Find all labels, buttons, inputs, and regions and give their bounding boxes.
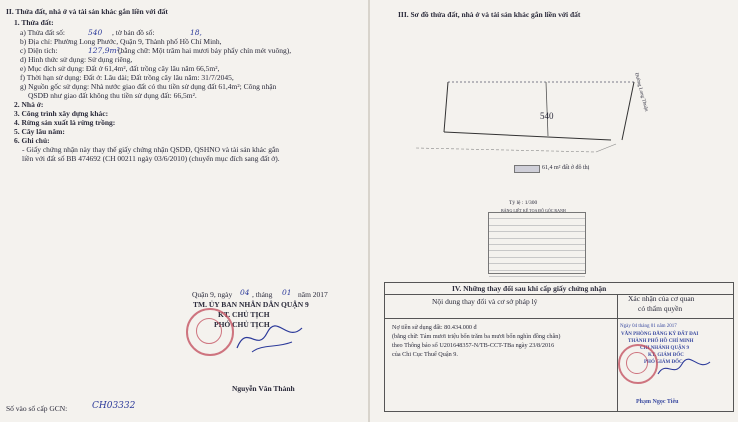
map-scale: Tỷ lệ : 1/300 <box>509 200 538 206</box>
issue-day: 04 <box>240 288 250 297</box>
section-ii-title: II. Thửa đất, nhà ở và tài sản khác gắn liền với đất <box>6 7 168 16</box>
official-seal-right <box>618 344 658 384</box>
vice-chairman: PHÓ CHỦ TỊCH <box>214 320 270 329</box>
changes-col-confirm-2: có thẩm quyền <box>638 304 683 313</box>
official-seal-left <box>186 308 234 356</box>
confirm-org-3: CHI NHÁNH QUẬN 9 <box>640 346 690 351</box>
area-value: 127,9m², <box>88 46 122 55</box>
confirm-org-1: VĂN PHÒNG ĐĂNG KÝ ĐẤT ĐAI <box>621 332 699 337</box>
area-label: c) Diện tích: <box>20 46 58 55</box>
other-works-heading: 3. Công trình xây dựng khác: <box>14 109 109 118</box>
debt-line-2: (bằng chữ: Tám mươi triệu bốn trăm ba mươi bốn nghìn đồng chẵn) <box>392 333 561 340</box>
confirm-vice-director: PHÓ GIÁM ĐỐC <box>644 360 683 365</box>
usage-purpose: e) Mục đích sử dụng: Đất ở 61,4m², đất trồng cây lâu năm 66,5m², <box>20 64 220 73</box>
usage-origin: g) Nguồn gốc sử dụng: Nhà nước giao đất có thu tiền sử dụng đất 61,4m²; Công nhận <box>20 82 277 91</box>
gcn-register-number: CH03332 <box>92 401 136 411</box>
usage-term: f) Thời hạn sử dụng: Đất ở: Lâu dài; Đất trồng cây lâu năm: 31/7/2045, <box>20 73 234 82</box>
note-line-2: liền với đất số BB 474692 (CH 00211 ngày 03/6/2010) (chuyển mục đích sang đất ở). <box>22 154 280 163</box>
map-sheet-value: 18, <box>190 28 202 37</box>
usage-origin-cont: QSDĐ như giao đất không thu tiền sử dụng đất: 66,5m². <box>28 91 197 100</box>
issuing-authority: TM. ỦY BAN NHÂN DÂN QUẬN 9 <box>193 300 309 309</box>
usage-form: d) Hình thức sử dụng: Sử dụng riêng, <box>20 55 133 64</box>
coord-table-title: BẢNG LIỆT KÊ TỌA ĐỘ GÓC RANH <box>501 208 566 213</box>
issue-month-label: , tháng <box>252 290 273 299</box>
notes-heading: 6. Ghi chú: <box>14 136 50 145</box>
parcel-no-value: 540 <box>88 28 103 37</box>
land-heading: 1. Thửa đất: <box>14 18 54 27</box>
confirm-kt: KT. GIÁM ĐỐC <box>648 353 684 358</box>
debt-line-3: theo Thông báo số U201648357-N/TB-CCT-TBa ngày 23/8/2016 <box>392 342 555 349</box>
debt-line-1: Nợ tiền sử dụng đất: 80.434.000 đ <box>392 324 477 331</box>
perennial-heading: 5. Cây lâu năm: <box>14 127 65 136</box>
issue-date-prefix: Quận 9, ngày <box>192 290 233 299</box>
confirm-signer: Phạm Ngọc Tiêu <box>636 399 679 405</box>
note-line-1: - Giấy chứng nhận này thay thế giấy chứng nhận QSDĐ, QSHNO và tài sản khác gắn <box>22 145 280 154</box>
confirm-org-2: THÀNH PHỐ HỒ CHÍ MINH <box>628 339 694 344</box>
house-heading: 2. Nhà ở: <box>14 100 44 109</box>
area-words: (bằng chữ: Một trăm hai mươi bảy phẩy chín mét vuông), <box>118 46 292 55</box>
address-line: b) Địa chỉ: Phường Long Phước, Quận 9, Thành phố Hồ Chí Minh, <box>20 37 222 46</box>
gcn-register-label: Số vào sổ cấp GCN: <box>6 404 68 413</box>
changes-col-content: Nội dung thay đổi và cơ sở pháp lý <box>432 297 538 306</box>
section-iii-title: III. Sơ đồ thửa đất, nhà ở và tài sản khác gắn liền với đất <box>398 10 581 19</box>
parcel-no-label: a) Thửa đất số: <box>20 28 65 37</box>
parcel-sketch <box>386 20 731 180</box>
signature-left <box>232 318 312 358</box>
confirm-date: Ngày 04 tháng 01 năm 2017 <box>620 324 677 329</box>
signature-right <box>654 356 714 380</box>
issue-month: 01 <box>282 288 292 297</box>
kt-chairman: KT. CHỦ TỊCH <box>218 310 270 319</box>
issue-year: năm 2017 <box>298 290 328 299</box>
debt-line-4: của Chi Cục Thuế Quận 9. <box>392 351 458 358</box>
map-sheet-label: , tờ bản đồ số: <box>112 28 155 37</box>
coordinate-table <box>488 212 586 274</box>
section-iv-title: IV. Những thay đổi sau khi cấp giấy chứng nhận <box>452 284 607 293</box>
road-label: Đường Long Thuận <box>633 72 649 113</box>
changes-col-confirm-1: Xác nhận của cơ quan <box>628 294 695 303</box>
signer-name: Nguyễn Văn Thành <box>232 384 295 393</box>
forest-heading: 4. Rừng sản xuất là rừng trồng: <box>14 118 116 127</box>
page-fold <box>368 0 370 422</box>
legend-text: 61,4 m² đất ở đô thị <box>542 165 590 171</box>
legend-swatch <box>514 165 540 173</box>
parcel-number-label: 540 <box>540 111 554 121</box>
